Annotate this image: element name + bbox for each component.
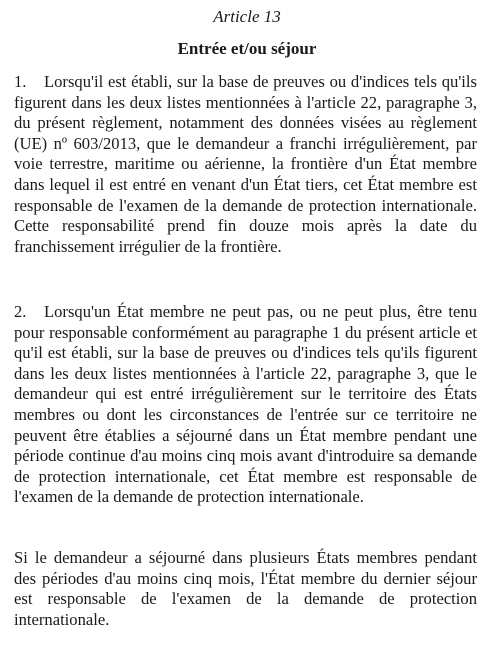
paragraph-2-subparagraph bbox=[14, 548, 477, 630]
paragraph-1-text: Lorsqu'il est établi, sur la base de preuves ou d'indices tels qu'ils figurent dans les deux listes mentionnées à l'article 22, paragraphe 3, du présent règlement, notamment des données visées au règlement (UE) nº 603/2013, que le demandeur a franchi irrégulièrement, par voie terrestre, maritime ou aérienne, la frontière d'un État membre dans lequel il est entré en venant d'un État tiers, cet État membre est responsable de l'examen de la demande de protection internationale. Cette responsabilité prend fin douze mois après la date du franchissement irrégulier de la frontière. bbox=[14, 72, 477, 256]
paragraph-1-number: 1. bbox=[14, 72, 27, 91]
paragraph-2-number: 2. bbox=[14, 302, 27, 321]
paragraph-2 bbox=[14, 302, 477, 508]
paragraph-2-text: Lorsqu'un État membre ne peut pas, ou ne peut plus, être tenu pour responsable conformément au paragraphe 1 du présent article et qu'il est établi, sur la base de preuves ou d'indices tels qu'ils figurent dans les deux listes mentionnées à l'article 22, paragraphe 3, que le demandeur qui est entré irrégulièrement sur le territoire des États membres ou dont les circonstances de l'entrée sur ce territoire ne peuvent être établies a séjourné dans un État membre pendant une période continue d'au moins cinq mois avant d'introduire sa demande de protection internationale, cet État membre est responsable de l'examen de la demande de protection internationale. bbox=[14, 302, 477, 507]
article-number: Article 13 bbox=[213, 7, 281, 26]
paragraph-1 bbox=[14, 72, 477, 257]
paragraph-2-subparagraph-text: Si le demandeur a séjourné dans plusieurs États membres pendant des périodes d'au moins cinq mois, l'État membre du dernier séjour est responsable de l'examen de la demande de protection internationale. bbox=[14, 548, 477, 629]
article-title: Entrée et/ou séjour bbox=[177, 39, 317, 58]
